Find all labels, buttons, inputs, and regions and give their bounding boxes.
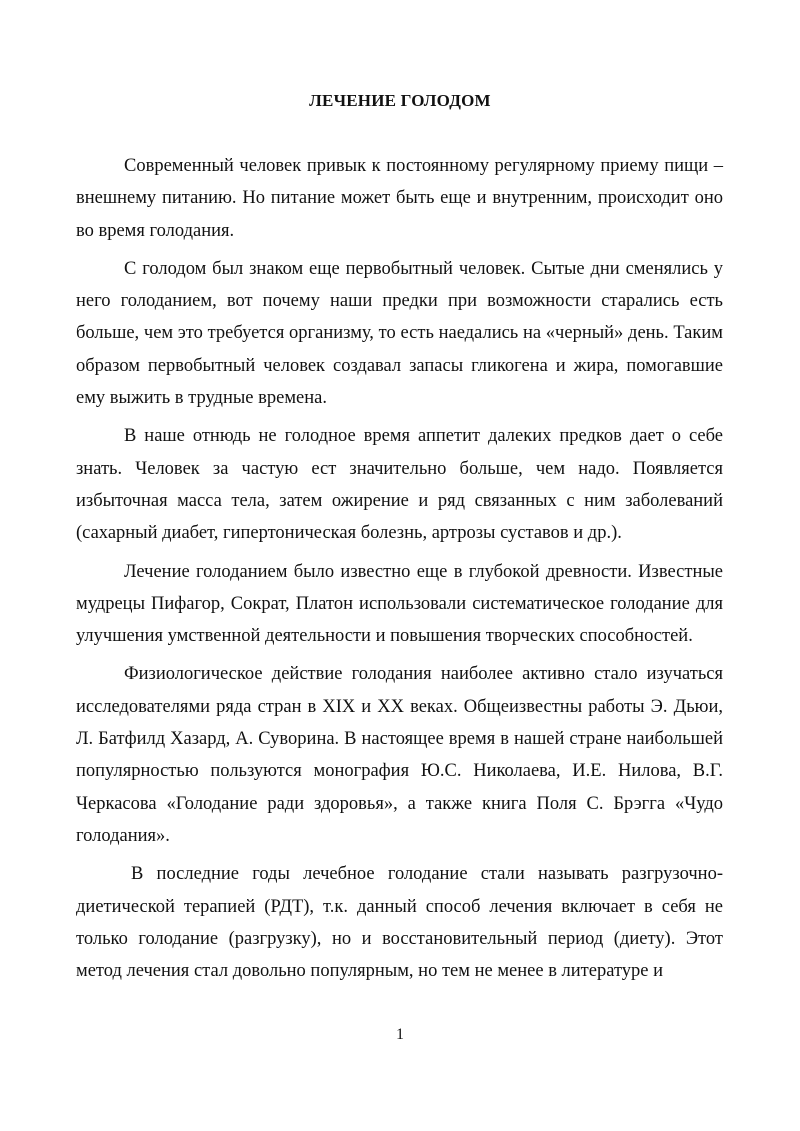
paragraph-5: Физиологическое действие голодания наиболее активно стало изучаться исследователями ряда стран в XIX и XX веках. Общеизвестны работы Э. Дьюи, Л. Батфилд Хазард, А. Суворина. В настоящее время в нашей стране наибольшей популярностью пользуются монография Ю.С. Николаева, И.Е. Нилова, В.Г. Черкасова «Голодание ради здоровья», а также книга Поля С. Брэгга «Чудо голодания».	[76, 664, 723, 846]
paragraph-2: С голодом был знаком еще первобытный человек. Сытые дни сменялись у него голоданием, вот почему наши предки при возможности старались есть больше, чем это требуется организму, то есть наедались на «черный» день. Таким образом первобытный человек создавал запасы гликогена и жира, помогавшие ему выжить в трудные времена.	[76, 258, 723, 409]
paragraph-1: Современный человек привык к постоянному регулярному приему пищи – внешнему питанию. Но питание может быть еще и внутренним, происходит оно во время голодания.	[76, 156, 723, 241]
paragraph-6: В последние годы лечебное голодание стали называть разгрузочно-диетической терапией (РДТ), т.к. данный способ лечения включает в себя не только голодание (разгрузку), но и восстановительный период (диету). Этот метод лечения стал довольно популярным, но тем не менее в литературе и	[76, 864, 723, 982]
paragraph-3: В наше отнюдь не голодное время аппетит далеких предков дает о себе знать. Человек за частую ест значительно больше, чем надо. Появляется избыточная масса тела, затем ожирение и ряд связанных с ним заболеваний (сахарный диабет, гипертоническая болезнь, артрозы суставов и др.).	[76, 426, 723, 544]
document-body	[76, 150, 723, 993]
document-title: ЛЕЧЕНИЕ ГОЛОДОМ	[309, 91, 491, 110]
page-number: 1	[396, 1026, 404, 1043]
paragraph-4: Лечение голоданием было известно еще в глубокой древности. Известные мудрецы Пифагор, Сократ, Платон использовали систематическое голодание для улучшения умственной деятельности и повышения творческих способностей.	[76, 561, 723, 647]
